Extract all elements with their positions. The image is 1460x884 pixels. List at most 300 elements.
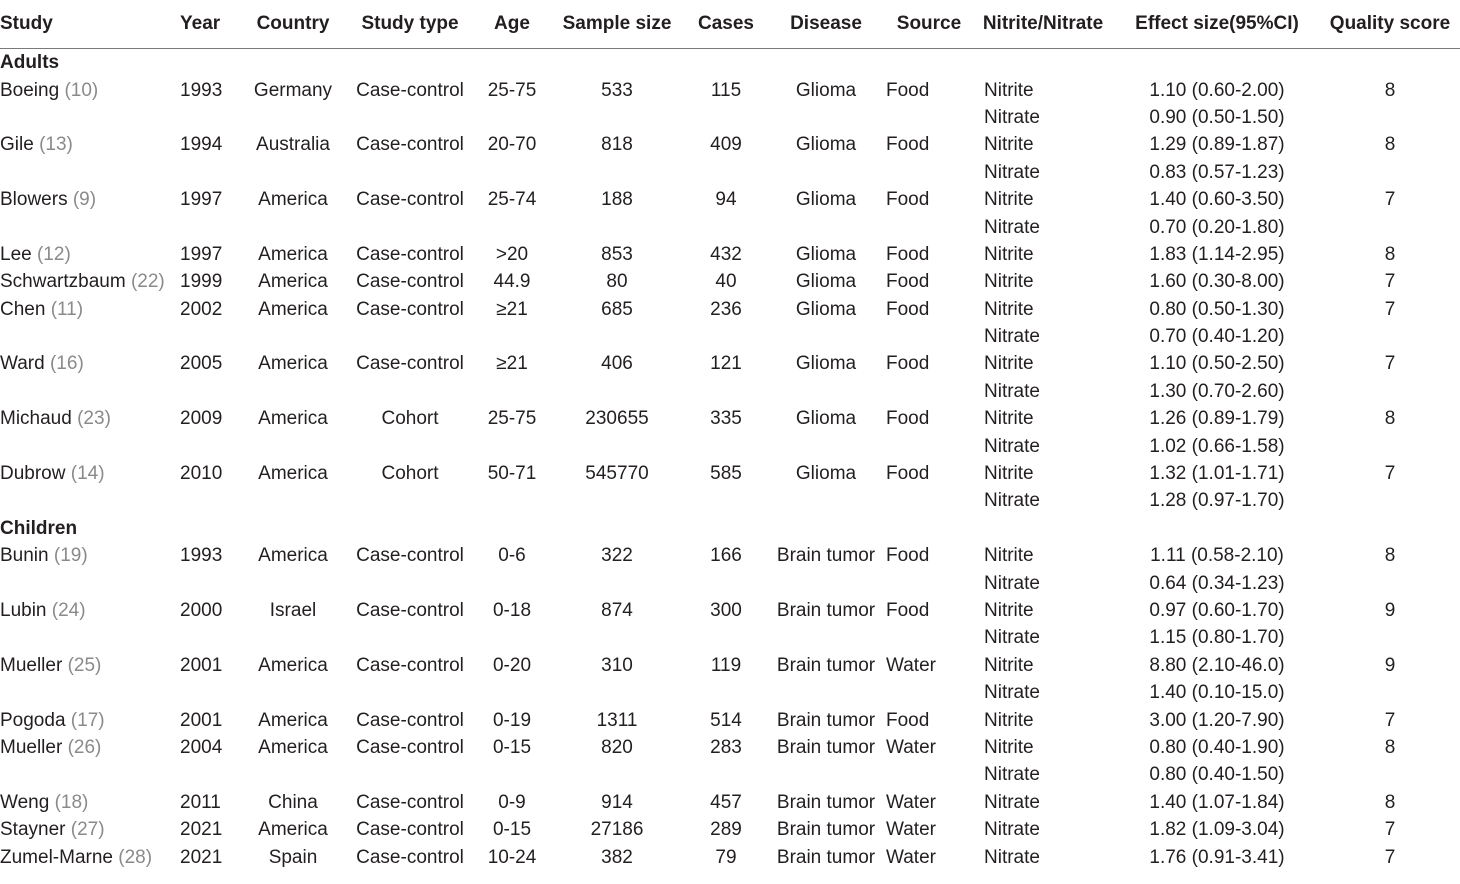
study-ref: (27) [70,819,105,841]
cell-age: 20-70 [487,134,537,156]
col-header-source: Source [886,0,972,49]
cell-empty [686,432,766,459]
cell-study-type: Case-control [356,846,464,868]
study-ref: (11) [50,298,84,320]
cell-effect-size: 0.70 (0.40-1.20) [1149,326,1285,348]
cell-country: Germany [253,79,333,101]
cell-source: Water [886,846,936,868]
cell-study-type: Case-control [356,736,464,758]
cell-empty [180,213,242,240]
cell-cases: 283 [710,736,742,758]
cell-empty [476,761,548,788]
cell-study-type: Case-control [356,271,464,293]
cell-exposure: Nitrite [984,709,1034,731]
cell-sample-size: 80 [606,271,628,293]
cell-age: 25-74 [487,189,537,211]
table-row [0,597,1460,624]
table-row [0,706,1460,733]
cell-empty [548,761,686,788]
cell-quality-score: 8 [1384,134,1396,156]
table-row [0,816,1460,843]
col-header-year: Year [180,0,242,49]
cell-study [0,296,180,323]
cell-empty [344,323,476,350]
cell-empty [766,624,886,651]
cell-empty [0,159,180,186]
cell-sample-size: 685 [601,298,633,320]
cell-country: America [258,819,328,841]
cell-empty [686,569,766,596]
study-name: Gile [0,134,34,156]
cell-empty [548,213,686,240]
cell-study [0,597,180,624]
cell-country: America [258,189,328,211]
header-row [0,0,1460,49]
cell-source: Food [886,79,930,101]
cell-empty [886,679,972,706]
cell-age: >20 [495,243,529,265]
study-name: Bunin [0,545,49,567]
cell-empty [344,487,476,514]
cell-empty [1320,569,1460,596]
cell-disease: Brain tumor [776,791,876,813]
cell-disease: Brain tumor [776,600,876,621]
cell-empty [476,323,548,350]
cell-empty [344,624,476,651]
cell-study [0,405,180,432]
cell-cases: 166 [710,545,742,567]
cell-effect-size: 3.00 (1.20-7.90) [1149,709,1285,731]
cell-effect-size: 1.10 (0.60-2.00) [1149,79,1285,101]
cell-exposure: Nitrite [984,243,1034,265]
cell-year: 2021 [180,846,223,868]
cell-source: Water [886,736,936,758]
cell-empty [1320,159,1460,186]
cell-quality-score: 8 [1384,243,1396,265]
table-row [0,104,1460,131]
cell-exposure: Nitrate [984,380,1040,402]
study-name: Lubin [0,600,47,621]
cell-year: 2005 [180,353,223,375]
cell-exposure: Nitrate [984,572,1040,594]
cell-effect-size: 1.29 (0.89-1.87) [1149,134,1285,156]
cell-exposure: Nitrate [984,326,1040,348]
cell-empty [242,432,344,459]
cell-age: 25-75 [487,79,537,101]
cell-country: America [258,298,328,320]
cell-quality-score: 8 [1384,791,1396,813]
table-row [0,131,1460,158]
cell-disease: Glioma [795,243,857,265]
cell-disease: Glioma [795,79,857,101]
col-header-age: Age [476,0,548,49]
cell-year: 2004 [180,736,223,758]
cell-cases: 289 [710,819,742,841]
cell-empty [242,487,344,514]
table-row [0,542,1460,569]
study-ref: (19) [53,545,88,567]
cell-effect-size: 1.02 (0.66-1.58) [1149,435,1285,457]
cell-cases: 432 [710,243,742,265]
cell-study [0,350,180,377]
cell-cases: 409 [710,134,742,156]
study-name: Schwartzbaum [0,271,126,293]
cell-empty [686,624,766,651]
cell-study-type: Case-control [356,819,464,841]
section-row [0,515,1460,542]
table-row [0,624,1460,651]
cell-empty [886,104,972,131]
cell-source: Food [886,243,930,265]
cell-sample-size: 188 [601,189,633,211]
cell-sample-size: 382 [601,846,633,868]
cell-effect-size: 1.11 (0.58-2.10) [1150,545,1284,567]
cell-empty [766,159,886,186]
table-row [0,378,1460,405]
cell-empty [476,432,548,459]
cell-empty [0,569,180,596]
cell-empty [1320,323,1460,350]
cell-empty [476,159,548,186]
cell-study [0,734,180,761]
study-ref: (10) [64,79,99,101]
cell-empty [886,761,972,788]
cell-empty [0,679,180,706]
cell-empty [766,213,886,240]
cell-source: Food [886,709,930,731]
cell-cases: 40 [715,271,737,293]
cell-disease: Brain tumor [776,846,876,868]
cell-sample-size: 310 [601,654,633,676]
cell-empty [1320,432,1460,459]
cell-study [0,186,180,213]
cell-sample-size: 545770 [585,463,649,485]
cell-empty [180,487,242,514]
table-row [0,268,1460,295]
cell-cases: 457 [710,791,742,813]
cell-study [0,816,180,843]
cell-empty [344,159,476,186]
cell-effect-size: 0.97 (0.60-1.70) [1149,600,1285,621]
table-row [0,789,1460,816]
cell-study [0,542,180,569]
cell-year: 1993 [180,545,223,567]
cell-source: Food [886,545,930,567]
study-ref: (17) [70,709,105,731]
cell-empty [686,159,766,186]
table-row [0,350,1460,377]
cell-quality-score: 9 [1384,600,1396,621]
cell-empty [180,624,242,651]
cell-source: Food [886,134,930,156]
cell-empty [242,104,344,131]
study-name: Mueller [0,736,63,758]
cell-cases: 121 [710,353,742,375]
cell-sample-size: 322 [601,545,633,567]
cell-age: 10-24 [487,846,537,868]
cell-effect-size: 0.80 (0.40-1.90) [1149,736,1285,758]
cell-age: ≥21 [496,298,528,320]
cell-country: America [258,408,328,430]
cell-quality-score: 9 [1384,654,1396,676]
cell-empty [180,378,242,405]
cell-study [0,652,180,679]
cell-year: 1997 [180,189,223,211]
cell-sample-size: 27186 [590,819,644,841]
cell-empty [242,323,344,350]
section-label: Children [0,517,78,539]
cell-age: ≥21 [496,353,528,375]
cell-quality-score: 7 [1384,353,1396,375]
cell-empty [344,213,476,240]
cell-exposure: Nitrite [984,654,1034,676]
cell-exposure: Nitrate [984,846,1040,868]
cell-exposure: Nitrite [984,353,1034,375]
cell-cases: 115 [710,79,742,101]
cell-cases: 514 [710,709,742,731]
cell-study-type: Case-control [356,189,464,211]
study-name: Michaud [0,408,72,430]
cell-sample-size: 914 [601,791,633,813]
cell-country: Israel [269,600,317,621]
cell-cases: 585 [710,463,742,485]
table-row [0,761,1460,788]
study-ref: (26) [67,736,102,758]
cell-source: Food [886,298,930,320]
cell-exposure: Nitrite [984,298,1034,320]
cell-effect-size: 1.15 (0.80-1.70) [1149,627,1285,649]
cell-effect-size: 0.90 (0.50-1.50) [1149,106,1285,128]
cell-exposure: Nitrite [984,545,1034,567]
cell-effect-size: 1.28 (0.97-1.70) [1149,490,1285,512]
cell-empty [0,213,180,240]
cell-empty [476,213,548,240]
study-name: Ward [0,353,45,375]
cell-study [0,789,180,816]
cell-source: Food [886,353,930,375]
cell-source: Food [886,408,930,430]
cell-study [0,843,180,870]
cell-sample-size: 230655 [585,408,649,430]
col-header-disease: Disease [766,0,886,49]
cell-quality-score: 7 [1384,819,1396,841]
cell-exposure: Nitrite [984,463,1034,485]
study-ref: (16) [49,353,84,375]
cell-disease: Glioma [795,463,857,485]
cell-exposure: Nitrite [984,408,1034,430]
cell-exposure: Nitrate [984,682,1040,704]
cell-empty [548,624,686,651]
cell-empty [548,432,686,459]
cell-exposure: Nitrite [984,271,1034,293]
cell-empty [180,159,242,186]
cell-empty [1320,624,1460,651]
cell-empty [242,159,344,186]
cell-sample-size: 1311 [596,709,638,731]
table-body [0,49,1460,871]
cell-country: China [268,791,318,813]
cell-empty [180,104,242,131]
study-name: Lee [0,243,32,265]
cell-exposure: Nitrite [984,600,1034,621]
cell-effect-size: 1.76 (0.91-3.41) [1149,846,1285,868]
cell-empty [886,487,972,514]
cell-effect-size: 1.26 (0.89-1.79) [1149,408,1285,430]
cell-empty [242,213,344,240]
cell-empty [242,624,344,651]
cell-disease: Brain tumor [776,654,876,676]
cell-age: 0-19 [492,709,532,731]
cell-empty [886,323,972,350]
cell-effect-size: 0.64 (0.34-1.23) [1149,572,1285,594]
cell-effect-size: 1.60 (0.30-8.00) [1149,271,1285,293]
cell-empty [180,432,242,459]
table-row [0,159,1460,186]
cell-age: 0-15 [492,819,532,841]
cell-empty [886,569,972,596]
cell-effect-size: 1.40 (0.60-3.50) [1149,189,1285,211]
cell-age: 25-75 [487,408,537,430]
study-ref: (23) [77,408,111,430]
cell-country: America [258,353,328,375]
cell-empty [886,624,972,651]
cell-quality-score: 7 [1384,189,1396,211]
cell-country: Spain [268,846,318,868]
cell-empty [344,679,476,706]
cell-empty [886,432,972,459]
study-name: Pogoda [0,709,66,731]
cell-age: 44.9 [493,271,531,293]
cell-quality-score: 7 [1384,846,1396,868]
cell-empty [1320,487,1460,514]
cell-source: Food [886,271,930,293]
cell-empty [766,378,886,405]
table-row [0,296,1460,323]
cell-empty [686,679,766,706]
cell-source: Water [886,654,936,676]
cell-exposure: Nitrate [984,216,1040,238]
cell-disease: Brain tumor [776,545,876,567]
cell-empty [686,378,766,405]
cell-empty [686,104,766,131]
cell-country: America [258,243,328,265]
cell-study-type: Case-control [356,243,464,265]
table-row [0,734,1460,761]
cell-effect-size: 1.83 (1.14-2.95) [1149,243,1285,265]
cell-empty [0,487,180,514]
cell-effect-size: 8.80 (2.10-46.0) [1149,654,1285,676]
cell-exposure: Nitrate [984,161,1040,183]
cell-exposure: Nitrite [984,736,1034,758]
cell-year: 1999 [180,271,223,293]
cell-source: Food [886,189,930,211]
cell-quality-score: 8 [1384,79,1396,101]
cell-empty [1320,378,1460,405]
cell-empty [180,323,242,350]
cell-cases: 335 [710,408,742,430]
cell-effect-size: 0.80 (0.40-1.50) [1149,764,1285,786]
cell-empty [0,624,180,651]
cell-age: 50-71 [487,463,537,485]
study-name: Boeing [0,79,60,101]
cell-year: 1993 [180,79,223,101]
cell-year: 1997 [180,243,223,265]
cell-year: 2011 [180,791,221,813]
col-header-sample-size: Sample size [548,0,686,49]
table-row [0,241,1460,268]
cell-empty [344,378,476,405]
cell-exposure: Nitrate [984,791,1040,813]
study-ref: (9) [72,189,97,211]
cell-cases: 300 [710,600,742,621]
cell-study-type: Case-control [356,654,464,676]
cell-disease: Glioma [795,353,857,375]
table-row [0,323,1460,350]
cell-sample-size: 533 [601,79,633,101]
cell-age: 0-20 [492,654,532,676]
cell-empty [242,569,344,596]
cell-empty [180,679,242,706]
cell-empty [0,761,180,788]
cell-age: 0-18 [492,600,532,621]
cell-year: 2009 [180,408,223,430]
study-ref: (13) [39,134,73,156]
table-row [0,843,1460,870]
cell-empty [686,213,766,240]
cell-effect-size: 0.80 (0.50-1.30) [1149,298,1285,320]
cell-empty [242,378,344,405]
cell-year: 2001 [180,709,223,731]
cell-study [0,241,180,268]
study-ref: (18) [54,791,89,813]
cell-effect-size: 0.70 (0.20-1.80) [1149,216,1285,238]
cell-cases: 79 [715,846,737,868]
cell-empty [476,378,548,405]
table-row [0,186,1460,213]
cell-empty [548,679,686,706]
cell-empty [344,761,476,788]
cell-country: America [258,709,328,731]
cell-effect-size: 1.32 (1.01-1.71) [1149,463,1285,485]
table-row [0,487,1460,514]
cell-disease: Glioma [795,298,857,320]
cell-country: America [258,271,328,293]
col-header-study: Study [0,0,180,49]
table-row [0,213,1460,240]
cell-empty [476,569,548,596]
cell-quality-score: 8 [1384,736,1396,758]
cell-source: Water [886,791,936,813]
cell-cases: 236 [710,298,742,320]
cell-empty [0,432,180,459]
cell-effect-size: 0.83 (0.57-1.23) [1149,161,1285,183]
cell-sample-size: 818 [601,134,633,156]
col-header-quality-score: Quality score [1320,0,1460,49]
cell-country: Australia [256,134,330,156]
cell-country: America [258,736,328,758]
table-row [0,76,1460,103]
cell-study-type: Cohort [381,408,439,430]
cell-exposure: Nitrite [984,79,1034,101]
col-header-country: Country [242,0,344,49]
section-label: Adults [0,52,60,74]
cell-disease: Glioma [795,134,857,156]
study-ref: (22) [130,271,165,293]
cell-disease: Glioma [795,189,857,211]
cell-study-type: Cohort [381,463,439,485]
cell-study-type: Case-control [356,134,464,156]
cell-age: 0-15 [492,736,532,758]
